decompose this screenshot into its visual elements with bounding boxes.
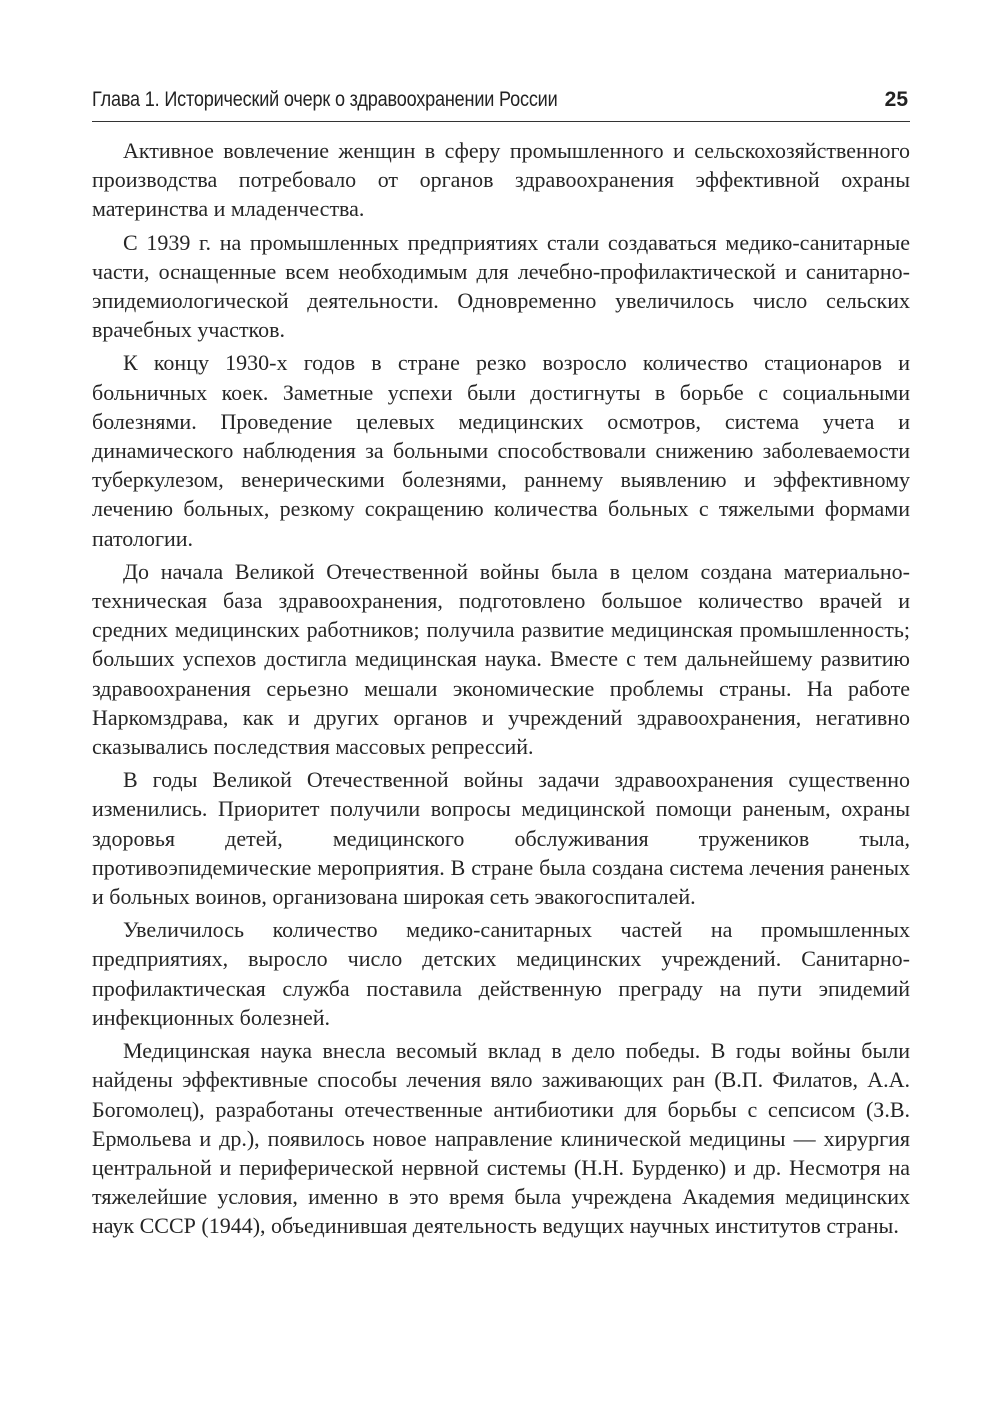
paragraph: К концу 1930-х годов в стране резко возросло количество стационаров и больничных коек. Заметные успехи были достигнуты в борьбе с социальными болезнями. Проведение целевых медицинских осмотров, система учета и динамического наблюдения за больными способствовали снижению заболеваемости туберкулезом, венерическими болезнями, раннему выявлению и эффективному лечению больных, резкому сокращению количества больных с тяжелыми формами патологии. [92, 350, 910, 551]
paragraph: В годы Великой Отечественной войны задачи здравоохранения существенно изменились. Приоритет получили вопросы медицинской помощи раненым, охраны здоровья детей, медицинского обслуживания тружеников тыла, противоэпидемические мероприятия. В стране была создана система лечения раненых и больных воинов, организована широкая сеть эвакогоспиталей. [92, 767, 910, 910]
paragraph: Активное вовлечение женщин в сферу промышленного и сельскохозяйственного производства потребовало от органов здравоохранения эффективной охраны материнства и младенчества. [92, 138, 910, 222]
paragraph: Увеличилось количество медико-санитарных частей на промышленных предприятиях, выросло число детских медицинских учреждений. Санитарно-профилактическая служба поставила действенную преграду на пути эпидемий инфекционных болезней. [92, 917, 910, 1030]
header-rule [92, 121, 910, 122]
paragraph: Медицинская наука внесла весомый вклад в дело победы. В годы войны были найдены эффективные способы лечения вяло заживающих ран (В.П. Филатов, А.А. Богомолец), разработаны отечественные антибиотики для борьбы с сепсисом (З.В. Ермольева и др.), появилось новое направление клинической медицины — хирургия центральной и периферической нервной системы (Н.Н. Бурденко) и др. Несмотря на тяжелейшие условия, именно в это время была учреждена Академия медицинских наук СССР (1944), объединившая деятельность ведущих научных институтов страны. [92, 1038, 910, 1239]
paragraph: С 1939 г. на промышленных предприятиях стали создаваться медико-санитарные части, оснащенные всем необходимым для лечебно-профилактической и санитарно-эпидемиологической деятельности. Одновременно увеличилось число сельских врачебных участков. [92, 229, 910, 343]
paragraph: До начала Великой Отечественной войны была в целом создана материально-техническая база здравоохранения, подготовлено большое количество врачей и средних медицинских работников; получила развитие медицинская промышленность; больших успехов достигла медицинская наука. Вместе с тем дальнейшему развитию здравоохранения серьезно мешали экономические проблемы страны. На работе Наркомздрава, как и других органов и учреждений здравоохранения, негативно сказывались последствия массовых репрессий. [92, 558, 910, 760]
chapter-title: Глава 1. Исторический очерк о здравоохранении России [92, 88, 558, 111]
page-number: 25 [884, 88, 908, 111]
running-header [92, 86, 910, 120]
body-text [92, 136, 910, 1245]
